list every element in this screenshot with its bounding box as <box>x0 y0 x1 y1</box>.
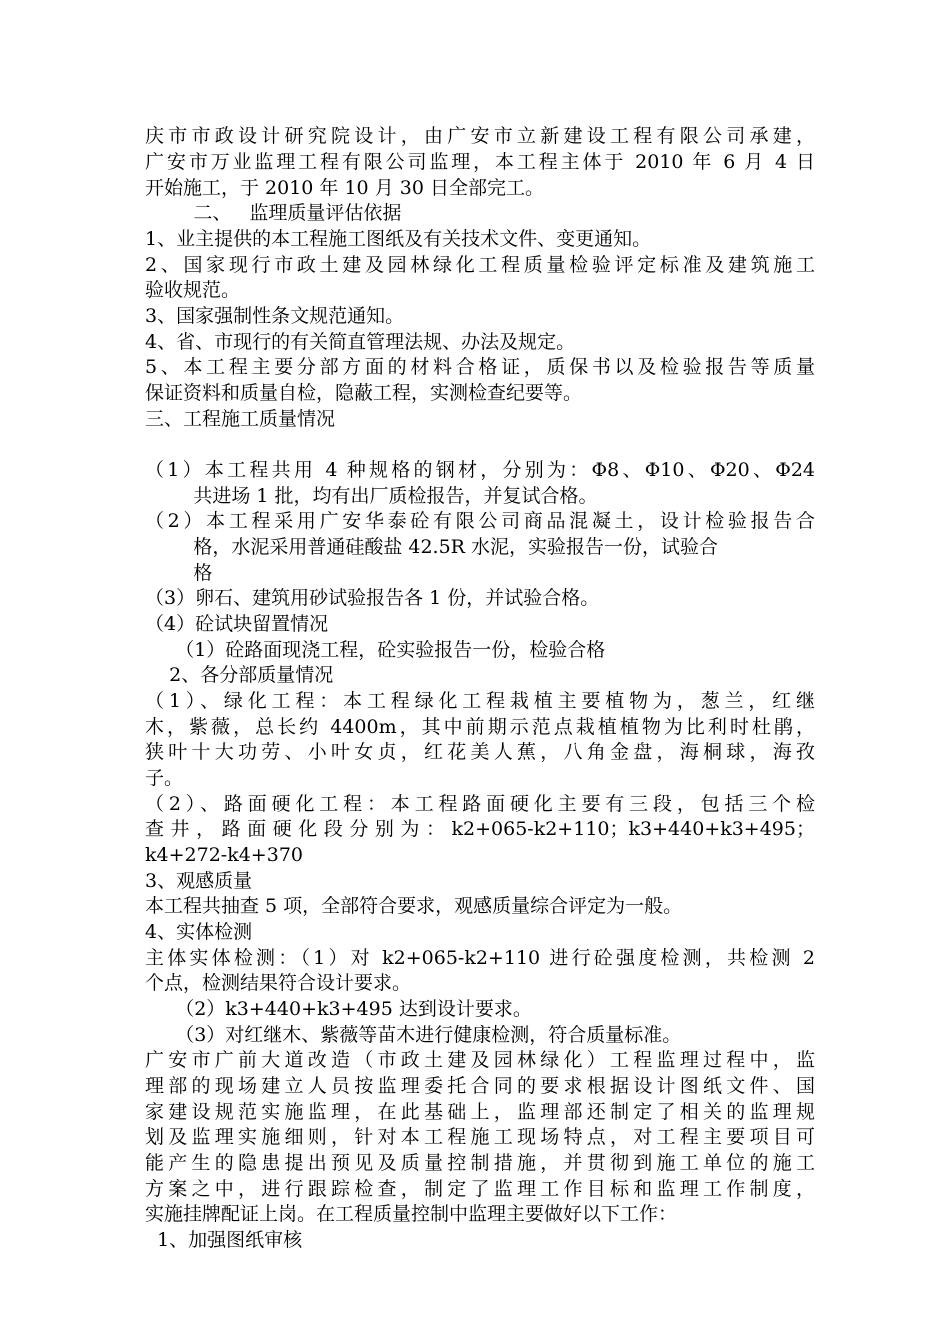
body-line: 个点，检测结果符合设计要求。 <box>145 972 412 994</box>
list-item: 共进场 1 批，均有出厂质检报告，并复试合格。 <box>145 485 598 507</box>
subsection-heading: 1、加强图纸审核 <box>145 1229 303 1251</box>
body-line: 狭叶十大功劳、小叶女贞，红花美人蕉，八角金盘，海桐球，海孜 <box>145 741 815 763</box>
body-line: 家建设规范实施监理，在此基础上，监理部还制定了相关的监理规 <box>145 1101 815 1123</box>
body-line: 主体实体检测：（1）对 k2+065-k2+110 进行砼强度检测，共检测 2 <box>145 947 815 969</box>
body-line: 庆市市政设计研究院设计，由广安市立新建设工程有限公司承建， <box>145 125 815 147</box>
subsection-heading: 3、观感质量 <box>145 870 253 892</box>
body-line: 广安市广前大道改造（市政土建及园林绿化）工程监理过程中，监 <box>145 1049 815 1071</box>
body-line: 开始施工，于 2010 年 10 月 30 日全部完工。 <box>145 177 544 199</box>
list-item: （1）砼路面现浇工程，砼实验报告一份，检验合格 <box>145 639 606 661</box>
body-line: 划及监理实施细则，针对本工程施工现场特点，对工程主要项目可 <box>145 1126 815 1148</box>
list-item: （2）本工程采用广安华泰砼有限公司商品混凝土，设计检验报告合 <box>145 510 815 532</box>
list-item: 格，水泥采用普通硅酸盐 42.5R 水泥，实验报告一份，试验合 <box>145 536 719 558</box>
list-item: （3）卵石、建筑用砂试验报告各 1 份，并试验合格。 <box>145 587 600 609</box>
body-line: 子。 <box>145 767 184 789</box>
body-line: （1）、绿化工程：本工程绿化工程栽植主要植物为，葱兰，红继 <box>145 690 815 712</box>
list-item: 1、业主提供的本工程施工图纸及有关技术文件、变更通知。 <box>145 228 652 250</box>
list-item: 3、国家强制性条文规范通知。 <box>145 305 405 327</box>
body-line: 本工程共抽查 5 项，全部符合要求，观感质量综合评定为一般。 <box>145 895 683 917</box>
body-line: （3）对红继木、紫薇等苗木进行健康检测，符合质量标准。 <box>145 1024 682 1046</box>
list-item: 保证资料和质量自检，隐蔽工程，实测检查纪要等。 <box>145 382 583 404</box>
body-line: 广安市万业监理工程有限公司监理，本工程主体于 2010 年 6 月 4 日 <box>145 151 815 173</box>
list-item: 格 <box>145 562 213 584</box>
body-line: k4+272-k4+370 <box>145 844 303 866</box>
list-item: （4）砼试块留置情况 <box>145 613 329 635</box>
list-item: （1）本工程共用 4 种规格的钢材，分别为：Φ8、Φ10、Φ20、Φ24 <box>145 459 815 481</box>
list-item: 验收规范。 <box>145 279 241 301</box>
body-line: （2）、路面硬化工程：本工程路面硬化主要有三段，包括三个检 <box>145 793 815 815</box>
section-heading: 三、工程施工质量情况 <box>145 408 336 430</box>
body-line: 实施挂牌配证上岗。在工程质量控制中监理主要做好以下工作： <box>145 1203 678 1225</box>
subsection-heading: 2、各分部质量情况 <box>145 664 334 686</box>
body-line: 查井，路面硬化段分别为：k2+065-k2+110；k3+440+k3+495； <box>145 818 815 840</box>
list-item: 4、省、市现行的有关简直管理法规、办法及规定。 <box>145 331 576 353</box>
list-item: 2、国家现行市政土建及园林绿化工程质量检验评定标准及建筑施工 <box>145 254 815 276</box>
section-heading: 二、 监理质量评估依据 <box>145 202 402 224</box>
body-line: 木，紫薇，总长约 4400m，其中前期示范点栽植植物为比利时杜鹃， <box>145 716 815 738</box>
subsection-heading: 4、实体检测 <box>145 921 253 943</box>
body-line: 理部的现场建立人员按监理委托合同的要求根据设计图纸文件、国 <box>145 1075 815 1097</box>
body-line: 能产生的隐患提出预见及质量控制措施，并贯彻到施工单位的施工 <box>145 1152 815 1174</box>
body-line: （2）k3+440+k3+495 达到设计要求。 <box>145 998 532 1020</box>
list-item: 5、本工程主要分部方面的材料合格证，质保书以及检验报告等质量 <box>145 356 815 378</box>
body-line: 方案之中，进行跟踪检查，制定了监理工作目标和监理工作制度， <box>145 1178 815 1200</box>
